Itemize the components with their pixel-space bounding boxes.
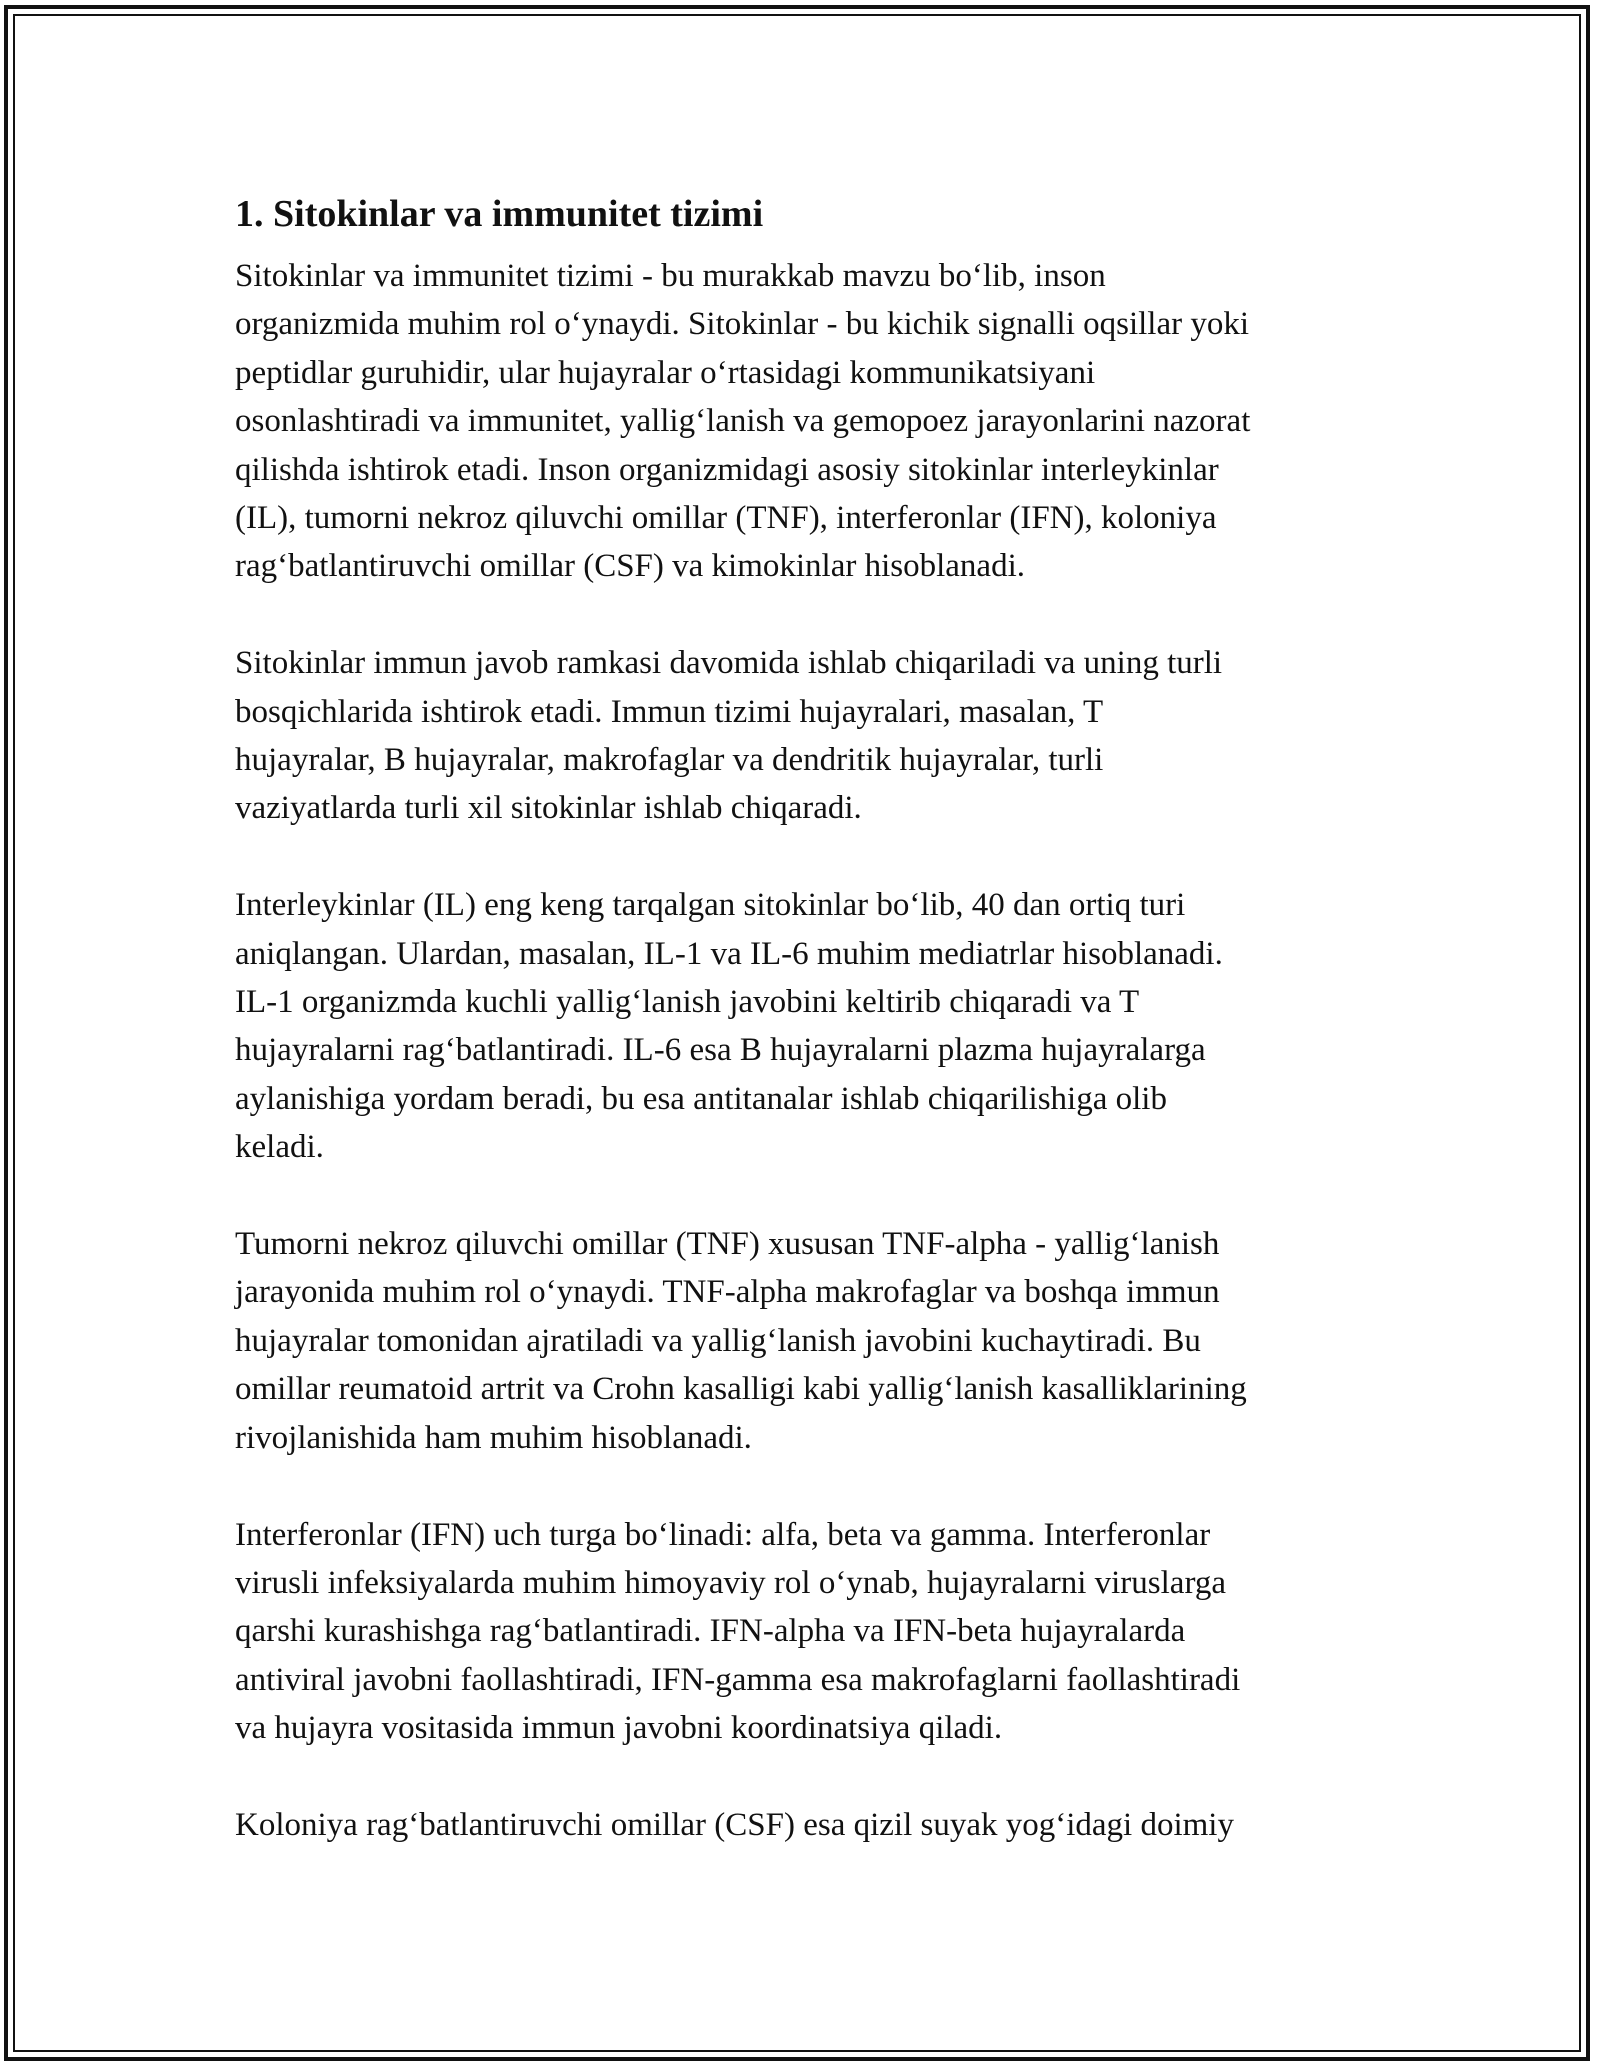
document-body — [235, 186, 1385, 1849]
text-line: omillar reumatoid artrit va Crohn kasalligi kabi yallig‘lanish kasalliklarining — [235, 1371, 1247, 1408]
text-line: vaziyatlarda turli xil sitokinlar ishlab chiqaradi. — [235, 790, 862, 827]
text-line: organizmida muhim rol o‘ynaydi. Sitokinlar - bu kichik signalli oqsillar yoki — [235, 306, 1250, 343]
text-line: hujayralar, B hujayralar, makrofaglar va dendritik hujayralar, turli — [235, 742, 1104, 779]
text-line: Sitokinlar va immunitet tizimi - bu murakkab mavzu bo‘lib, inson — [235, 258, 1106, 294]
text-line: rivojlanishida ham muhim hisoblanadi. — [235, 1419, 752, 1456]
text-line: qarshi kurashishga rag‘batlantiradi. IFN-alpha va IFN-beta hujayralarda — [235, 1613, 1186, 1650]
text-line: bosqichlarida ishtirok etadi. Immun tizimi hujayralari, masalan, T — [235, 693, 1104, 730]
text-line: keladi. — [235, 1129, 324, 1166]
text-line: Sitokinlar immun javob ramkasi davomida ishlab chiqariladi va uning turli — [235, 645, 1223, 682]
paragraph-interleukins — [235, 881, 1385, 1171]
text-line: aylanishiga yordam beradi, bu esa antitanalar ishlab chiqarilishiga olib — [235, 1080, 1167, 1117]
text-line: peptidlar guruhidir, ular hujayralar o‘rtasidagi kommunikatsiyani — [235, 354, 1096, 391]
text-line: (IL), tumorni nekroz qiluvchi omillar (TNF), interferonlar (IFN), koloniya — [235, 500, 1217, 537]
text-line: hujayralar tomonidan ajratiladi va yallig‘lanish javobini kuchaytiradi. Bu — [235, 1322, 1201, 1359]
paragraph-csf — [235, 1801, 1385, 1849]
paragraph-spacer — [235, 1462, 1385, 1510]
paragraph-interferons — [235, 1511, 1385, 1753]
paragraph-spacer — [235, 1172, 1385, 1220]
text-line: Interleykinlar (IL) eng keng tarqalgan sitokinlar bo‘lib, 40 dan ortiq turi — [235, 887, 1186, 924]
section-heading: 1. Sitokinlar va immunitet tizimi — [235, 193, 764, 235]
paragraph-production — [235, 639, 1385, 833]
paragraph-spacer — [235, 1753, 1385, 1801]
text-line: qilishda ishtirok etadi. Inson organizmidagi asosiy sitokinlar interleykinlar — [235, 451, 1219, 488]
paragraph-spacer — [235, 591, 1385, 639]
text-line: IL-1 organizmda kuchli yallig‘lanish javobini keltirib chiqaradi va T — [235, 984, 1140, 1021]
text-line: Tumorni nekroz qiluvchi omillar (TNF) xususan TNF-alpha - yallig‘lanish — [235, 1226, 1220, 1263]
text-line: hujayralarni rag‘batlantiradi. IL-6 esa B hujayralarni plazma hujayralarga — [235, 1032, 1206, 1069]
paragraph-spacer — [235, 833, 1385, 881]
text-line: osonlashtiradi va immunitet, yallig‘lanish va gemopoez jarayonlarini nazorat — [235, 403, 1251, 440]
text-line: Interferonlar (IFN) uch turga bo‘linadi: alfa, beta va gamma. Interferonlar — [235, 1516, 1211, 1553]
paragraph-intro — [235, 252, 1385, 591]
text-line: aniqlangan. Ulardan, masalan, IL-1 va IL-6 muhim mediatrlar hisoblanadi. — [235, 935, 1223, 972]
text-line: Koloniya rag‘batlantiruvchi omillar (CSF) esa qizil suyak yog‘idagi doimiy — [235, 1806, 1234, 1843]
text-line: jarayonida muhim rol o‘ynaydi. TNF-alpha makrofaglar va boshqa immun — [235, 1274, 1220, 1311]
paragraph-tnf — [235, 1220, 1385, 1462]
text-line: virusli infeksiyalarda muhim himoyaviy rol o‘ynab, hujayralarni viruslarga — [235, 1564, 1226, 1601]
text-line: va hujayra vositasida immun javobni koordinatsiya qiladi. — [235, 1710, 1003, 1747]
text-line: antiviral javobni faollashtiradi, IFN-gamma esa makrofaglarni faollashtiradi — [235, 1661, 1241, 1698]
text-line: rag‘batlantiruvchi omillar (CSF) va kimokinlar hisoblanadi. — [235, 548, 1026, 585]
